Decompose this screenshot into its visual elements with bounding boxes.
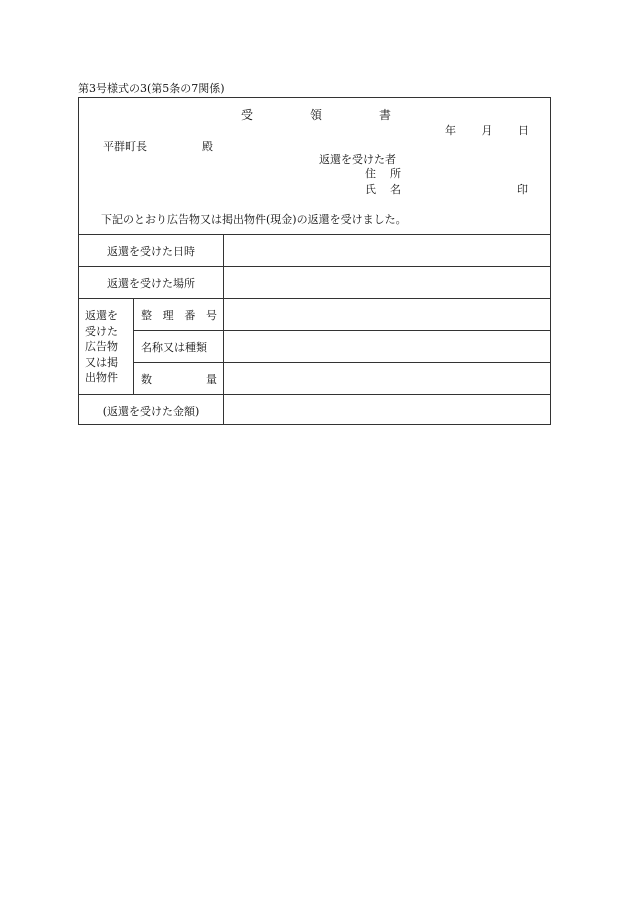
year-label: 年 xyxy=(445,124,456,137)
returned-item-group-label xyxy=(85,308,129,386)
serial-number-char: 理 xyxy=(162,309,174,322)
address-label-char: 住 xyxy=(365,167,376,180)
title-char: 領 xyxy=(309,108,322,122)
name-label-char: 氏 xyxy=(365,183,376,196)
serial-number-field[interactable] xyxy=(224,299,550,330)
title-char: 書 xyxy=(378,108,391,122)
quantity-char: 数 xyxy=(141,373,152,386)
name-label xyxy=(365,181,401,197)
quantity-field[interactable] xyxy=(224,363,550,394)
amount-field[interactable] xyxy=(224,395,550,424)
datetime-label: 返還を受けた日時 xyxy=(107,245,195,258)
column-divider xyxy=(133,298,134,394)
group-label-line: 受けた xyxy=(85,324,118,338)
serial-number-label xyxy=(141,307,217,323)
month-label: 月 xyxy=(481,124,493,137)
returned-party-label: 返還を受けた者 xyxy=(319,153,396,166)
name-or-type-field[interactable] xyxy=(224,331,550,362)
name-or-type-label: 名称又は種類 xyxy=(141,341,207,354)
serial-number-char: 号 xyxy=(205,309,217,322)
place-label: 返還を受けた場所 xyxy=(107,277,195,290)
group-label-line: 又は掲 xyxy=(85,355,118,369)
group-label-line: 広告物 xyxy=(85,340,118,353)
group-label-line: 出物件 xyxy=(85,371,118,384)
address-label-char: 所 xyxy=(390,167,401,180)
day-label: 日 xyxy=(518,124,529,137)
receipt-title xyxy=(241,106,391,123)
form-caption: 第3号様式の3(第5条の7関係) xyxy=(78,82,225,95)
serial-number-char: 番 xyxy=(184,309,196,322)
date-line xyxy=(445,122,529,138)
honorific: 殿 xyxy=(202,140,213,153)
addressee-line xyxy=(103,138,213,154)
amount-label: (返還を受けた金額) xyxy=(102,405,200,418)
name-label-char: 名 xyxy=(390,183,401,196)
quantity-char: 量 xyxy=(206,373,217,386)
serial-number-char: 整 xyxy=(141,309,152,322)
datetime-field[interactable] xyxy=(224,235,550,266)
receipt-form xyxy=(78,97,551,425)
title-char: 受 xyxy=(241,108,254,122)
quantity-label xyxy=(141,371,217,387)
address-label xyxy=(365,165,401,181)
receipt-statement: 下記のとおり広告物又は掲出物件(現金)の返還を受けました。 xyxy=(101,213,407,226)
place-field[interactable] xyxy=(224,267,550,298)
seal-label: 印 xyxy=(517,183,528,196)
addressee: 平群町長 xyxy=(103,140,147,153)
group-label-line: 返還を xyxy=(85,309,118,322)
